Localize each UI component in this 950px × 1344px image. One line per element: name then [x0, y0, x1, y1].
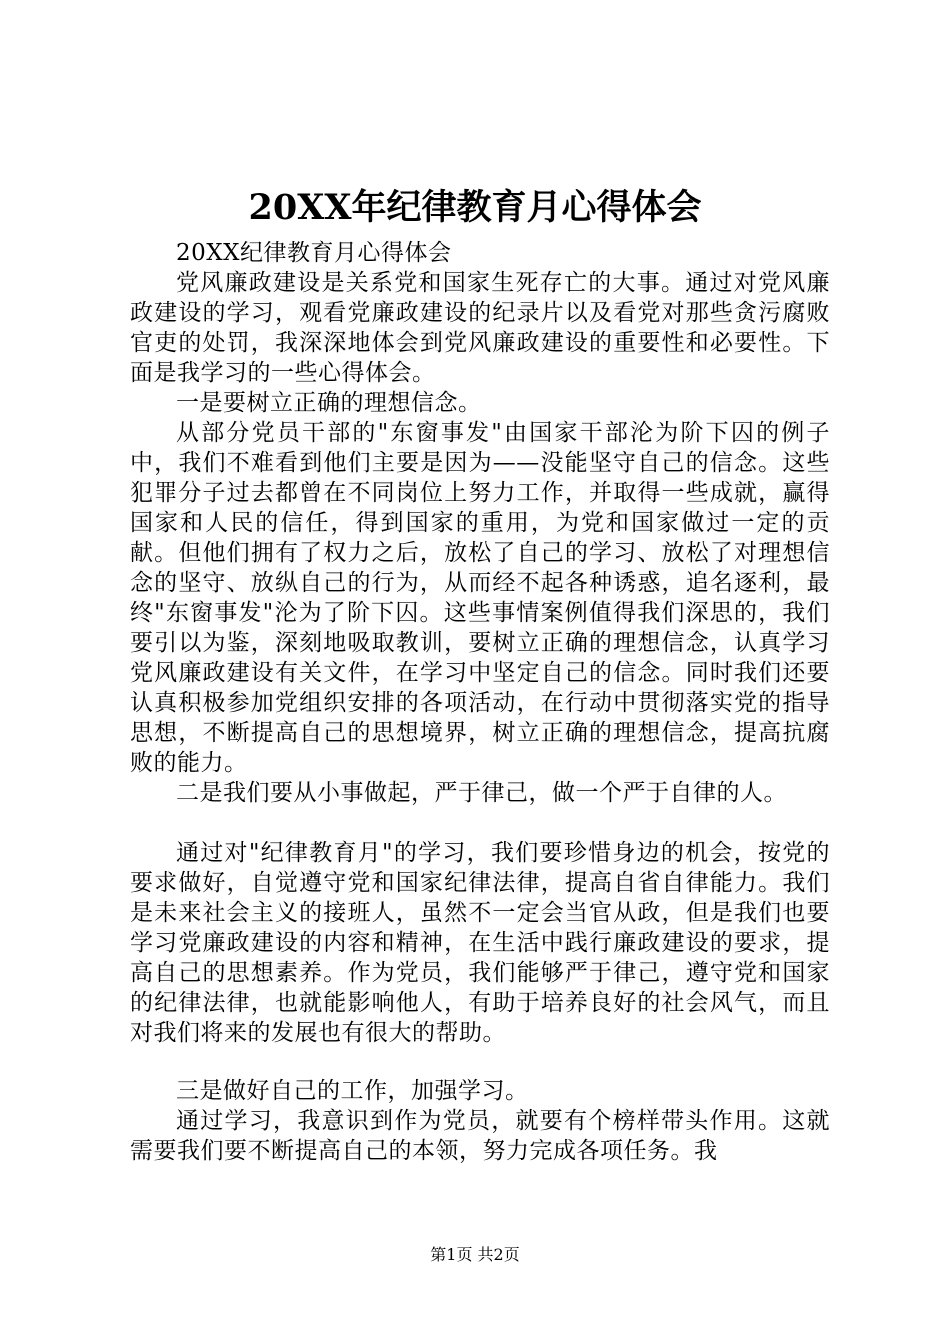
section-2-paragraph: 通过对"纪律教育月"的学习，我们要珍惜身边的机会，按党的要求做好，自觉遵守党和国家纪律法律，提高自省自律能力。我们是未来社会主义的接班人，虽然不一定会当官从政，但是我们也要学习党廉政建设的内容和精神，在生活中践行廉政建设的要求，提高自己的思想素养。作为党员，我们能够严于律己，遵守党和国家的纪律法律，也就能影响他人，有助于培养良好的社会风气，而且对我们将来的发展也有很大的帮助。 — [130, 840, 830, 1046]
subtitle-paragraph: 20XX纪律教育月心得体会 — [176, 240, 452, 266]
page-number-footer: 第1页 共2页 — [430, 1245, 520, 1264]
document-body — [130, 238, 830, 1166]
section-3-paragraph: 通过学习，我意识到作为党员，就要有个榜样带头作用。这就需要我们要不断提高自己的本领，努力完成各项任务。我 — [130, 1108, 830, 1164]
section-heading-3: 三是做好自己的工作，加强学习。 — [176, 1078, 529, 1104]
section-1-paragraph: 从部分党员干部的"东窗事发"由国家干部沦为阶下囚的例子中，我们不难看到他们主要是因为——没能坚守自己的信念。这些犯罪分子过去都曾在不同岗位上努力工作，并取得一些成就，赢得国家和人民的信任，得到国家的重用，为党和国家做过一定的贡献。但他们拥有了权力之后，放松了自己的学习、放松了对理想信念的坚守、放纵自己的行为，从而经不起各种诱惑，追名逐利，最终"东窗事发"沦为了阶下囚。这些事情案例值得我们深思的，我们要引以为鉴，深刻地吸取教训，要树立正确的理想信念，认真学习党风廉政建设有关文件，在学习中坚定自己的信念。同时我们还要认真积极参加党组织安排的各项活动，在行动中贯彻落实党的指导思想，不断提高自己的思想境界，树立正确的理想信念，提高抗腐败的能力。 — [130, 420, 830, 776]
document-title: 20XX年纪律教育月心得体会 — [248, 187, 702, 228]
intro-paragraph: 党风廉政建设是关系党和国家生死存亡的大事。通过对党风廉政建设的学习，观看党廉政建设的纪录片以及看党对那些贪污腐败官吏的处罚，我深深地体会到党风廉政建设的重要性和必要性。下面是我学习的一些心得体会。 — [130, 270, 830, 386]
section-heading-2: 二是我们要从小事做起，严于律己，做一个严于自律的人。 — [176, 780, 787, 806]
section-heading-1: 一是要树立正确的理想信念。 — [176, 390, 482, 416]
